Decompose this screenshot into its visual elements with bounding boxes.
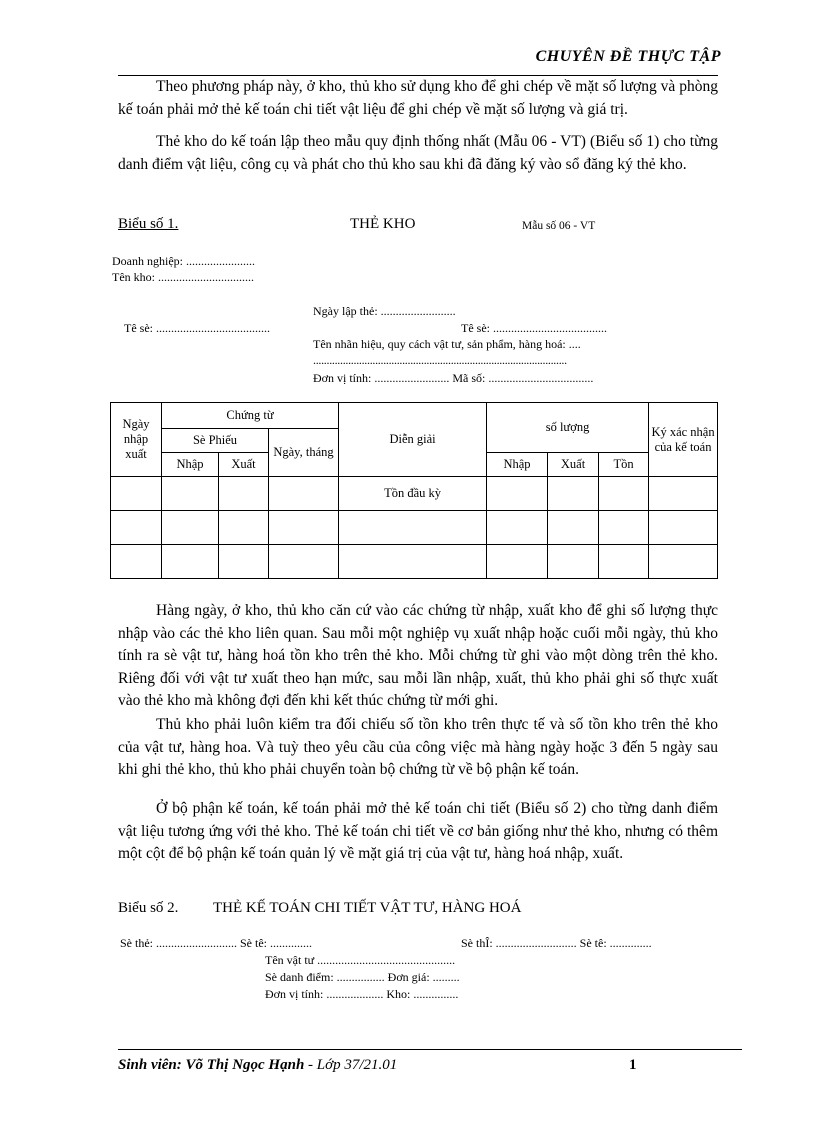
paragraph-4: Thủ kho phải luôn kiểm tra đối chiếu số tồn kho trên thực tế và số tồn kho trên thẻ kho của vật tư, hàng hoa. Và tuỳ theo yêu cầu của công việc mà hàng ngày hoặc 3 đến 5 ngày sau khi ghi thẻ kho, thủ kho phải chuyển toàn bộ chứng từ về bộ phận kế toán. (118, 716, 718, 778)
stock-card-table (110, 402, 718, 579)
form1-dots-line: .............................................................................................. (313, 353, 567, 367)
col-voucher-no-header: Sè Phiếu (162, 429, 269, 453)
form2-label: Biểu số 2. (118, 900, 179, 916)
form1-date-created: Ngày lập thẻ: ......................... (313, 304, 456, 318)
col-in-header: Nhập (162, 453, 219, 477)
footer-rule (118, 1049, 742, 1050)
form1-warehouse: Tên kho: ................................ (112, 270, 254, 284)
col-qty-in-header: Nhập (487, 453, 548, 477)
form1-sheet-left: Tê sè: ...................................... (124, 321, 270, 335)
paragraph-3: Hàng ngày, ở kho, thủ kho căn cứ vào các chứng từ nhập, xuất kho để ghi số lượng thực nhập vào các thẻ kho liên quan. Sau mỗi một nghiệp vụ xuất nhập hoặc cuối mỗi ngày, thủ kho tính ra sè vật tư, hàng hoá tồn kho trên thẻ kho. Mỗi chứng từ ghi vào một dòng trên thẻ kho. Riêng đối với vật tư xuất theo hạn mức, sau mỗi lần nhập, xuất, thủ kho phải ghi số thực xuất vào thẻ kho mà không đợi đến khi kết thúc chứng từ mới ghi. (118, 602, 718, 709)
col-qty-bal-header: Tồn (599, 453, 649, 477)
form1-item-name: Tên nhãn hiệu, quy cách vật tư, sản phẩm, hàng hoá: .... (313, 337, 581, 351)
paragraph-2: Thẻ kho do kế toán lập theo mẫu quy định thống nhất (Mẫu 06 - VT) (Biểu số 1) cho từng danh điểm vật liệu, công cụ và phát cho thủ kho sau khi đã đăng ký vào sổ đăng ký thẻ kho. (118, 133, 718, 173)
col-voucher-date-header: Ngày, tháng (269, 429, 339, 477)
form2-line1-left: Sè thẻ: ........................... Sè tê: .............. (120, 936, 312, 950)
form2-item-no: Sè danh điểm: ................ Đơn giá: ......... (265, 970, 460, 984)
form1-unit: Đơn vị tính: ......................... Mã số: ................................... (313, 371, 594, 385)
col-date-header: Ngày nhập xuất (111, 403, 162, 477)
paragraph-5: Ở bộ phận kế toán, kế toán phải mở thẻ kế toán chi tiết (Biểu số 2) cho từng danh điểm vật liệu tương ứng với thẻ kho. Thẻ kế toán chi tiết về cơ bản giống như thẻ kho, nhưng có thêm một cột để bộ phận kế toán quản lý về mặt giá trị của vật tư, hàng hoá nhập, xuất. (118, 800, 718, 862)
student-class: - Lớp 37/21.01 (304, 1057, 398, 1073)
form2-unit-store: Đơn vị tính: ................... Kho: ............... (265, 987, 459, 1001)
form1-title: THẺ KHO (350, 216, 416, 232)
student-name: Sinh viên: Võ Thị Ngọc Hạnh (118, 1057, 305, 1073)
footer-student (118, 1057, 397, 1074)
col-qty-header: số lượng (487, 403, 649, 453)
form2-title: THẺ KẾ TOÁN CHI TIẾT VẬT TƯ, HÀNG HOÁ (213, 900, 522, 916)
col-voucher-header: Chứng từ (162, 403, 339, 429)
table-row (111, 477, 718, 511)
col-out-header: Xuất (219, 453, 269, 477)
form2-material: Tên vật tư .............................................. (265, 953, 456, 967)
form1-code: Mẫu số 06 - VT (522, 220, 596, 232)
form1-sheet-right: Tê sè: ...................................... (461, 321, 607, 335)
form1-label: Biểu số 1. (118, 216, 179, 232)
col-desc-header: Diễn giải (339, 403, 487, 477)
col-sign-header: Ký xác nhận của kế toán (649, 403, 718, 477)
form2-line1-right: Sè thÎ: ........................... Sè tê: .............. (461, 936, 652, 950)
header-title: CHUYÊN ĐỀ THỰC TẬP (535, 48, 721, 65)
table-row (111, 545, 718, 579)
opening-balance-cell: Tồn đầu kỳ (339, 477, 487, 511)
paragraph-1: Theo phương pháp này, ở kho, thủ kho sử dụng kho để ghi chép về mặt số lượng và phòng kế toán phải mở thẻ kế toán chi tiết vật liệu để ghi chép về mặt số lượng và giá trị. (118, 78, 718, 118)
table-row (111, 511, 718, 545)
form1-company: Doanh nghiệp: ....................... (112, 254, 255, 268)
page-number: 1 (629, 1057, 637, 1073)
col-qty-out-header: Xuất (548, 453, 599, 477)
